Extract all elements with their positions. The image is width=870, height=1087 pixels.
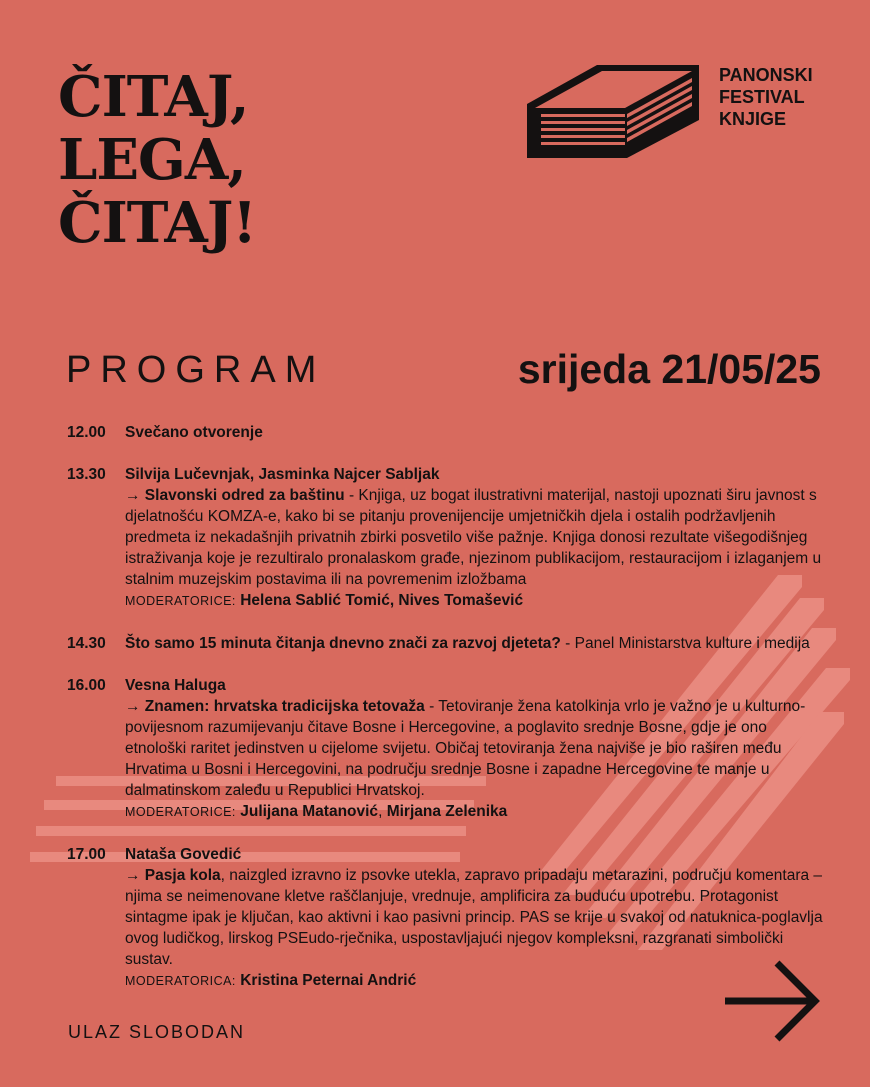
- book-stack-icon: [527, 62, 703, 160]
- item-time: 13.30: [67, 466, 106, 483]
- item-description: - Panel Ministarstva kulture i medija: [560, 635, 810, 652]
- moderator-name-2: Mirjana Zelenika: [386, 803, 508, 820]
- title-line-3: ČITAJ!: [58, 190, 256, 256]
- item-author: Silvija Lučevnjak, Jasminka Najcer Sabljak: [125, 466, 440, 483]
- item-time: 16.00: [67, 677, 106, 694]
- item-description-block: [125, 696, 825, 801]
- item-moderators: [125, 801, 825, 823]
- item-description-block: [125, 485, 825, 590]
- moderator-name-1: Julijana Matanović: [235, 803, 379, 820]
- program-item: [67, 422, 825, 443]
- program-heading: PROGRAM: [66, 349, 326, 391]
- program-item: [67, 675, 825, 823]
- item-time: 17.00: [67, 846, 106, 863]
- moderator-label: MODERATORICE:: [125, 805, 236, 819]
- item-description: - Knjiga, uz bogat ilustrativni materijal, nastoji upoznati širu javnost s djelatnošću KOMZA-e, kako bi se pitanju provenijencije umjetničkih djela i ostalih podržavljenih predmeta iz nekadašnjih privatnih zbirki posvetilo više pažnje. Knjiga donosi rezultate višegodišnjeg istraživanja koje je rezultiralo pronalaskom građe, njezinom publikacijom, restauracijom i izlaganjem u stalnim muzejskim postavima ili na povremenim izložbama: [125, 487, 822, 588]
- item-title: Svečano otvorenje: [125, 424, 263, 441]
- moderator-label: MODERATORICA:: [125, 974, 236, 988]
- event-title: [58, 66, 256, 255]
- logo-line-2: FESTIVAL: [719, 87, 805, 107]
- item-title: Što samo 15 minuta čitanja dnevno znači za razvoj djeteta?: [125, 635, 561, 652]
- program-item: [67, 464, 825, 612]
- item-moderators: [125, 590, 825, 612]
- logo-line-1: PANONSKI: [719, 65, 813, 85]
- title-line-1: ČITAJ,: [58, 64, 249, 130]
- moderator-separator: ,: [378, 803, 387, 820]
- item-time: 14.30: [67, 635, 106, 652]
- item-book-title: → Znamen: hrvatska tradicijska tetovaža: [125, 698, 425, 715]
- item-description-block: [125, 865, 825, 970]
- moderator-names: Kristina Peternai Andrić: [235, 972, 417, 989]
- item-time: 12.00: [67, 424, 106, 441]
- free-entry-note: ULAZ SLOBODAN: [68, 1022, 246, 1042]
- item-description: - Tetoviranje žena katolkinja vrlo je važno je u kulturno-povijesnom razumijevanju čitave Bosne i Hercegovine, a poglavito srednje Bosne, gdje je ono etnološki raritet jedinstven u cijelome svijetu. Običaj tetoviranja žena najviše je bio raširen među Hrvatima u Bosni i Hercegovini, na području srednje Bosne i zapadne Hercegovine te manje u dalmatinskom zaleđu u Republici Hrvatskoj.: [125, 698, 806, 799]
- item-author: Nataša Govedić: [125, 846, 242, 863]
- item-description: , naizgled izravno iz psovke utekla, zapravo pripadaju metarazini, području komentara – njima se neimenovane kletve raščlanjuje, vrednuje, amplificira za buduću upotrebu. Protagonist sintagme ipak je ključan, kao aktivni i kao pasivni princip. PAS se krije u svakoj od natuknica-poglavlja ovog ludičkog, lirskog PSEudo-rječnika, uspostavljajući njegov kompleksni, razgranati simbolički sustav.: [125, 867, 823, 968]
- logo-line-3: KNJIGE: [719, 109, 787, 129]
- item-book-title: → Pasja kola: [125, 867, 221, 884]
- program-item: [67, 633, 825, 654]
- event-date: srijeda 21/05/25: [517, 346, 821, 392]
- item-moderators: [125, 970, 825, 992]
- title-line-2: LEGA,: [58, 127, 246, 193]
- program-list: [67, 422, 825, 1013]
- item-book-title: → Slavonski odred za baštinu: [125, 487, 345, 504]
- item-author: Vesna Haluga: [125, 677, 226, 694]
- moderator-names: Helena Sablić Tomić, Nives Tomašević: [235, 592, 524, 609]
- arrow-right-icon: [721, 957, 821, 1045]
- program-item: [67, 844, 825, 992]
- moderator-label: MODERATORICE:: [125, 594, 236, 608]
- festival-logo-text: [719, 64, 813, 130]
